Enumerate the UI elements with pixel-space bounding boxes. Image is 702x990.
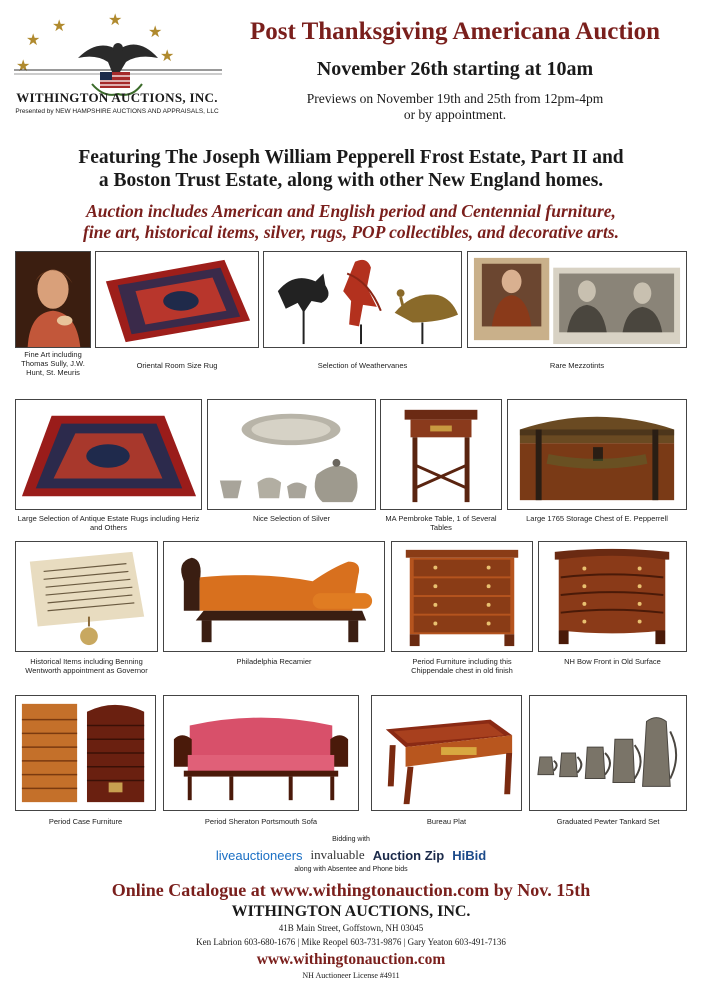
company-subtitle: Presented by NEW HAMPSHIRE AUCTIONS AND APPRAISALS, LLC	[15, 108, 219, 115]
bidding-platforms	[0, 846, 702, 864]
item-caption: Oriental Room Size Rug	[136, 361, 218, 370]
star-icon: ★	[52, 18, 67, 35]
company-logo	[8, 8, 228, 126]
footer-phones: Ken Labrion 603-680-1676 | Mike Reopel 603-731-9876 | Gary Yeaton 603-491-7136	[196, 937, 506, 947]
item-photo-recamier	[163, 541, 385, 652]
item-photo-pembroke-table	[380, 399, 502, 510]
platform-liveauctioneers[interactable]: liveauctioneers	[215, 847, 303, 863]
item-photo-weathervanes	[263, 251, 462, 348]
platform-auctionzip[interactable]: Auction Zip	[372, 847, 445, 863]
item-photo-pewter-tankards	[529, 695, 687, 811]
includes-line-1: Auction includes American and English period and Centennial furniture,	[86, 201, 616, 221]
footer-address: 41B Main Street, Goffstown, NH 03045	[278, 923, 424, 933]
auctioneer-license: NH Auctioneer License #4911	[302, 971, 400, 980]
item-caption: Fine Art including Thomas Sully, J.W. Hunt, St. Meuris	[21, 350, 85, 377]
item-photo-bow-front	[538, 541, 687, 652]
item-caption: Rare Mezzotints	[549, 361, 605, 370]
star-icon: ★	[26, 32, 41, 49]
item-caption: NH Bow Front in Old Surface	[564, 657, 661, 666]
item-caption: Bureau Plat	[426, 817, 467, 826]
previews-line-1: Previews on November 19th and 25th from 12pm-4pm	[306, 91, 604, 106]
item-photo-mezzotints	[467, 251, 687, 348]
footer-company-name: WITHINGTON AUCTIONS, INC.	[231, 903, 471, 920]
item-photo-sheraton-sofa	[163, 695, 359, 811]
previews-line-2: or by appointment.	[403, 107, 507, 122]
item-caption: Period Case Furniture	[48, 817, 123, 826]
bidding-label: Bidding with	[332, 836, 370, 843]
website-link[interactable]: www.withingtonauction.com	[256, 951, 446, 968]
item-photo-bureau-plat	[371, 695, 522, 811]
absentee-note: along with Absentee and Phone bids	[294, 866, 408, 873]
item-caption: MA Pembroke Table, 1 of Several Tables	[385, 514, 497, 532]
star-icon: ★	[160, 48, 175, 65]
item-photo-silver	[207, 399, 376, 510]
item-photo-oriental-rug	[95, 251, 259, 348]
item-caption: Large 1765 Storage Chest of E. Pepperrell	[526, 514, 668, 523]
item-photo-storage-chest	[507, 399, 687, 510]
previews-info	[220, 91, 690, 123]
item-photo-case-furniture	[15, 695, 156, 811]
featuring-heading	[10, 146, 692, 192]
item-caption: Historical Items including Benning Wentworth appointment as Governor	[25, 657, 148, 675]
item-caption: Philadelphia Recamier	[236, 657, 312, 666]
featuring-line-2: a Boston Trust Estate, along with other New England homes.	[98, 170, 604, 191]
item-caption: Large Selection of Antique Estate Rugs including Heriz and Others	[17, 514, 200, 532]
star-icon: ★	[148, 24, 163, 41]
item-caption: Period Sheraton Portsmouth Sofa	[204, 817, 318, 826]
item-caption: Graduated Pewter Tankard Set	[556, 817, 660, 826]
item-caption: Selection of Weathervanes	[317, 361, 408, 370]
item-photo-estate-rugs	[15, 399, 202, 510]
item-caption: Nice Selection of Silver	[252, 514, 331, 523]
platform-invaluable[interactable]: invaluable	[310, 847, 365, 862]
featuring-line-1: Featuring The Joseph William Pepperell Frost Estate, Part II and	[78, 147, 624, 168]
star-icon: ★	[108, 12, 123, 29]
item-photo-fine-art	[15, 251, 91, 348]
includes-text	[10, 201, 692, 243]
item-photo-chippendale-chest	[391, 541, 533, 652]
star-icon: ★	[16, 58, 31, 75]
includes-line-2: fine art, historical items, silver, rugs, POP collectibles, and decorative arts.	[83, 222, 619, 242]
item-caption: Period Furniture including this Chippendale chest in old finish	[411, 657, 513, 675]
auction-date: November 26th starting at 10am	[316, 58, 594, 80]
auction-title: Post Thanksgiving Americana Auction	[249, 18, 661, 45]
online-catalogue-line: Online Catalogue at www.withingtonauction.com by Nov. 15th	[111, 880, 591, 900]
company-name: WITHINGTON AUCTIONS, INC.	[16, 90, 218, 105]
item-photo-historical-items	[15, 541, 158, 652]
platform-hibid[interactable]: HiBid	[452, 847, 487, 863]
